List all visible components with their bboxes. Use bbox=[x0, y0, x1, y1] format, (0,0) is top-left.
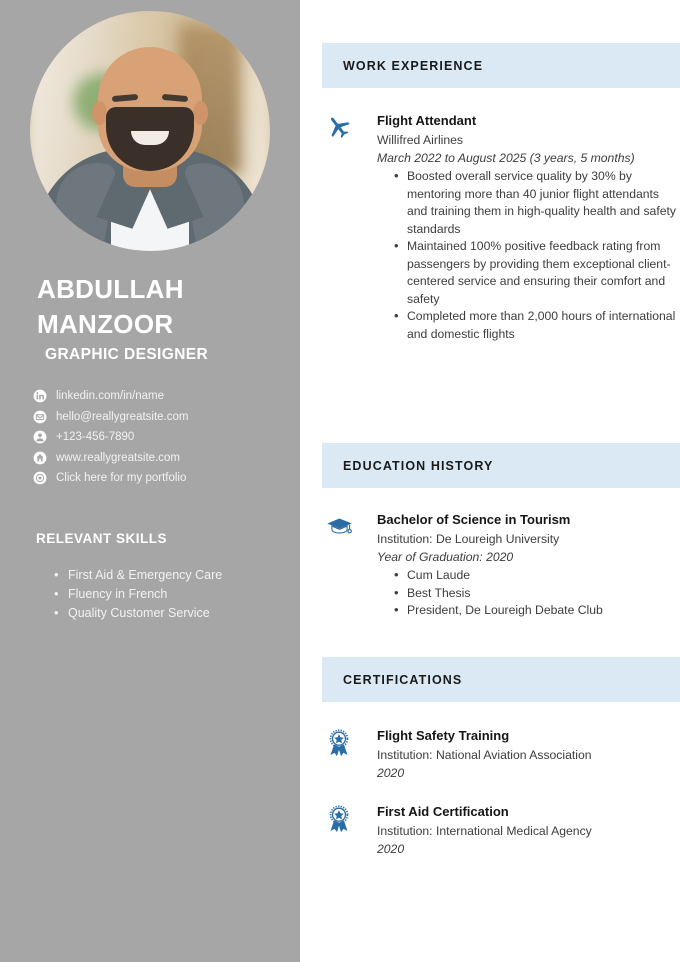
work-bullets bbox=[377, 168, 680, 343]
certification-year: 2020 bbox=[377, 842, 405, 856]
entry-icon-wrap bbox=[322, 727, 356, 782]
photo-head bbox=[98, 47, 202, 171]
email-icon bbox=[33, 410, 47, 424]
entry-body bbox=[377, 511, 680, 620]
contact-linkedin[interactable] bbox=[33, 386, 283, 407]
list-item: • Best Thesis bbox=[394, 585, 680, 603]
award-ribbon-icon bbox=[326, 805, 352, 835]
section-title-work: WORK EXPERIENCE bbox=[343, 58, 484, 73]
section-title-education: EDUCATION HISTORY bbox=[343, 458, 494, 473]
contact-email-text: hello@reallygreatsite.com bbox=[56, 410, 189, 423]
list-item: • Maintained 100% positive feedback rating from passengers by providing them exceptional client-centered service and ensuring their comfort and safety bbox=[394, 238, 680, 308]
certification-year: 2020 bbox=[377, 766, 405, 780]
work-title: Flight Attendant bbox=[377, 113, 477, 128]
photo-brow-right bbox=[162, 94, 188, 102]
education-year: Year of Graduation: 2020 bbox=[377, 550, 514, 564]
entry-body bbox=[377, 112, 680, 343]
list-item: • President, De Loureigh Debate Club bbox=[394, 602, 680, 620]
list-item: • Boosted overall service quality by 30% by mentoring more than 40 junior flight attendants and training them in high-quality health and safety standards bbox=[394, 168, 680, 238]
airplane-icon bbox=[326, 114, 352, 140]
entry-icon-wrap bbox=[322, 112, 356, 343]
list-item: • Quality Customer Service bbox=[52, 604, 282, 623]
contact-phone-text: +123-456-7890 bbox=[56, 431, 135, 444]
work-dates: March 2022 to August 2025 (3 years, 5 months) bbox=[377, 151, 635, 165]
job-role: GRAPHIC DESIGNER bbox=[45, 346, 209, 363]
list-item: • Fluency in French bbox=[52, 585, 282, 604]
certification-title: First Aid Certification bbox=[377, 804, 509, 819]
graduation-cap-icon bbox=[326, 513, 353, 540]
list-item: • Cum Laude bbox=[394, 567, 680, 585]
list-item: • Completed more than 2,000 hours of international and domestic flights bbox=[394, 308, 680, 343]
skills-list bbox=[52, 566, 282, 623]
contact-list bbox=[33, 386, 283, 489]
education-institution: Institution: De Loureigh University bbox=[377, 532, 560, 546]
phone-person-icon bbox=[33, 430, 47, 444]
contact-phone[interactable] bbox=[33, 427, 283, 448]
contact-linkedin-text: linkedin.com/in/name bbox=[56, 390, 165, 403]
first-name: ABDULLAH bbox=[37, 274, 184, 304]
award-ribbon-icon bbox=[326, 729, 352, 759]
website-home-icon bbox=[33, 451, 47, 465]
certification-title: Flight Safety Training bbox=[377, 728, 510, 743]
contact-portfolio-text: Click here for my portfolio bbox=[56, 472, 187, 485]
education-entry bbox=[322, 511, 680, 620]
section-header-education bbox=[322, 443, 680, 488]
contact-website-text: www.reallygreatsite.com bbox=[56, 451, 180, 464]
entry-icon-wrap bbox=[322, 511, 356, 620]
contact-email[interactable] bbox=[33, 407, 283, 428]
avatar bbox=[30, 11, 270, 251]
photo-brow-left bbox=[112, 94, 138, 102]
certification-institution: Institution: National Aviation Association bbox=[377, 748, 592, 762]
last-name: MANZOOR bbox=[37, 309, 174, 339]
portfolio-target-icon bbox=[33, 471, 47, 485]
contact-website[interactable] bbox=[33, 448, 283, 469]
certification-institution: Institution: International Medical Agency bbox=[377, 824, 592, 838]
list-item: • First Aid & Emergency Care bbox=[52, 566, 282, 585]
education-degree: Bachelor of Science in Tourism bbox=[377, 512, 571, 527]
section-header-work bbox=[322, 43, 680, 88]
certification-entry bbox=[322, 727, 680, 782]
section-header-certifications bbox=[322, 657, 680, 702]
section-title-certifications: CERTIFICATIONS bbox=[343, 672, 463, 687]
education-bullets bbox=[377, 567, 680, 620]
contact-portfolio[interactable] bbox=[33, 468, 283, 489]
linkedin-icon bbox=[33, 389, 47, 403]
entry-icon-wrap bbox=[322, 803, 356, 858]
photo-ear-left bbox=[92, 101, 107, 125]
page-title bbox=[37, 272, 287, 342]
work-company: Willifred Airlines bbox=[377, 133, 464, 147]
entry-body bbox=[377, 727, 680, 782]
profile-photo bbox=[30, 11, 270, 251]
entry-body bbox=[377, 803, 680, 858]
sidebar bbox=[0, 0, 300, 962]
main-column bbox=[322, 0, 680, 962]
photo-ear-right bbox=[193, 101, 208, 125]
certification-entry bbox=[322, 803, 680, 858]
work-entry bbox=[322, 112, 680, 343]
skills-heading: RELEVANT SKILLS bbox=[36, 531, 168, 546]
